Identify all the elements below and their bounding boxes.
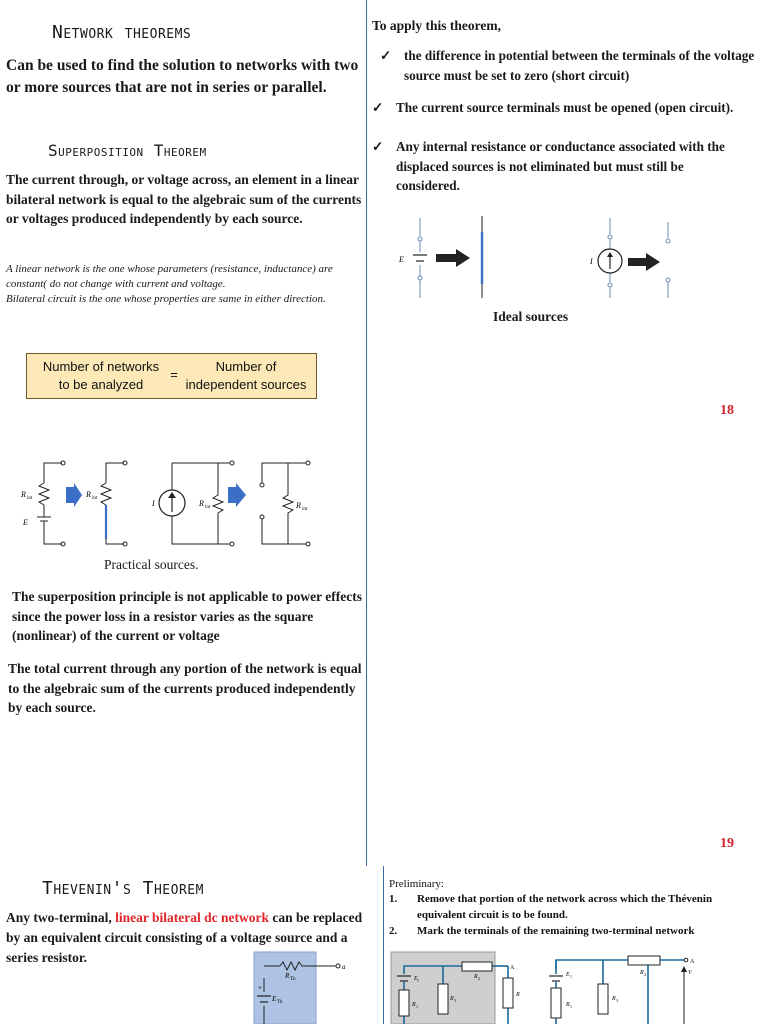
svg-text:int: int bbox=[205, 505, 211, 510]
column-divider-bottom bbox=[383, 866, 384, 1024]
intro-paragraph: Can be used to find the solution to networks with two or more sources that are not in series or parallel. bbox=[6, 57, 359, 96]
check-item-internal-resistance: ✓ Any internal resistance or conductance associated with the displaced sources is not eliminated but must still be considered. bbox=[372, 137, 742, 196]
power-effects-note: The superposition principle is not applicable to power effects since the power loss in a resistor varies as the square (nonlinear) of the current or voltage bbox=[12, 589, 363, 643]
svg-text:E: E bbox=[566, 972, 570, 978]
svg-text:A: A bbox=[510, 965, 515, 971]
linear-bilateral-dc-network-text: linear bilateral dc network bbox=[115, 910, 269, 925]
formula-equals: = bbox=[170, 367, 178, 382]
check-item-open-circuit: ✓ The current source terminals must be opened (open circuit). bbox=[372, 98, 760, 118]
svg-text:R: R bbox=[516, 992, 520, 998]
svg-text:Th: Th bbox=[277, 1000, 283, 1005]
svg-text:E: E bbox=[414, 976, 418, 982]
preliminary-step-1: 1. Remove that portion of the network across which the Thévenin equivalent circuit is to be found. bbox=[389, 893, 713, 921]
svg-text:1: 1 bbox=[570, 974, 572, 979]
ideal-sources-diagram bbox=[390, 212, 690, 302]
svg-text:R: R bbox=[199, 499, 204, 508]
svg-text:3: 3 bbox=[616, 998, 618, 1003]
svg-text:Th: Th bbox=[290, 977, 296, 982]
svg-text:E: E bbox=[399, 255, 404, 264]
svg-text:int: int bbox=[27, 496, 33, 501]
practical-sources-caption: Practical sources. bbox=[104, 557, 199, 572]
svg-text:I: I bbox=[590, 257, 593, 266]
svg-text:R: R bbox=[412, 1002, 416, 1008]
superposition-definition: The current through, or voltage across, an element in a linear bilateral network is equal to the algebraic sum of the currents or voltages produced independently by each source. bbox=[6, 172, 362, 226]
bilateral-circuit-note: Bilateral circuit is the one whose properties are same in either direction. bbox=[6, 293, 326, 305]
svg-text:int: int bbox=[302, 507, 308, 512]
svg-text:R: R bbox=[296, 501, 301, 510]
svg-text:R: R bbox=[21, 490, 26, 499]
ideal-sources-caption: Ideal sources bbox=[493, 309, 569, 324]
preliminary-label: Preliminary: bbox=[389, 878, 444, 890]
svg-text:V: V bbox=[688, 970, 692, 976]
svg-text:A: A bbox=[690, 959, 695, 965]
svg-text:+: + bbox=[258, 984, 262, 992]
svg-text:3: 3 bbox=[454, 998, 456, 1003]
svg-text:R: R bbox=[86, 490, 91, 499]
svg-text:1: 1 bbox=[570, 1004, 572, 1009]
svg-text:R: R bbox=[612, 996, 616, 1002]
formula-box bbox=[26, 353, 317, 399]
check-icon: ✓ bbox=[380, 48, 392, 63]
svg-text:int: int bbox=[92, 496, 98, 501]
preliminary-network-diagram bbox=[388, 948, 768, 1024]
svg-text:2: 2 bbox=[644, 972, 646, 977]
thevenin-heading: Thevenin's Theorem bbox=[42, 878, 204, 899]
svg-text:2: 2 bbox=[478, 976, 480, 981]
page-number-19: 19 bbox=[720, 836, 734, 851]
column-divider-top bbox=[366, 0, 367, 866]
total-current-statement: The total current through any portion of the network is equal to the algebraic sum of the currents produced independently by each source. bbox=[8, 661, 362, 715]
linear-network-note: A linear network is the one whose parameters (resistance, inductance) are constant( do not change with current and voltage. bbox=[6, 263, 333, 290]
apply-theorem-intro: To apply this theorem, bbox=[372, 18, 502, 33]
svg-text:I: I bbox=[152, 499, 155, 508]
svg-text:1: 1 bbox=[416, 1004, 418, 1009]
svg-text:1: 1 bbox=[417, 978, 419, 983]
thevenin-definition: Any two-terminal, linear bilateral dc network can be replaced by an equivalent circuit consisting of a voltage source and a series resistor. bbox=[6, 910, 363, 965]
svg-text:R: R bbox=[285, 972, 290, 980]
formula-rhs: Number of independent sources bbox=[185, 359, 307, 392]
thevenin-equivalent-diagram bbox=[250, 948, 350, 1024]
svg-text:E: E bbox=[23, 518, 28, 527]
formula-lhs: Number of networks to be analyzed bbox=[42, 359, 160, 392]
svg-text:a: a bbox=[342, 963, 346, 971]
check-icon: ✓ bbox=[372, 139, 384, 154]
page-number-18: 18 bbox=[720, 403, 734, 418]
svg-text:R: R bbox=[474, 974, 478, 980]
svg-text:R: R bbox=[450, 996, 454, 1002]
svg-text:E: E bbox=[272, 995, 277, 1003]
superposition-heading: Superposition Theorem bbox=[48, 141, 207, 160]
page-title: Network theorems bbox=[52, 22, 192, 43]
preliminary-step-2: 2. Mark the terminals of the remaining two-terminal network bbox=[389, 925, 695, 937]
check-item-short-circuit: ✓ the difference in potential between the terminals of the voltage source must be set to zero (short circuit) bbox=[380, 46, 758, 85]
practical-sources-diagram bbox=[18, 455, 318, 555]
check-icon: ✓ bbox=[372, 100, 384, 115]
svg-text:R: R bbox=[640, 970, 644, 976]
svg-text:R: R bbox=[566, 1002, 570, 1008]
